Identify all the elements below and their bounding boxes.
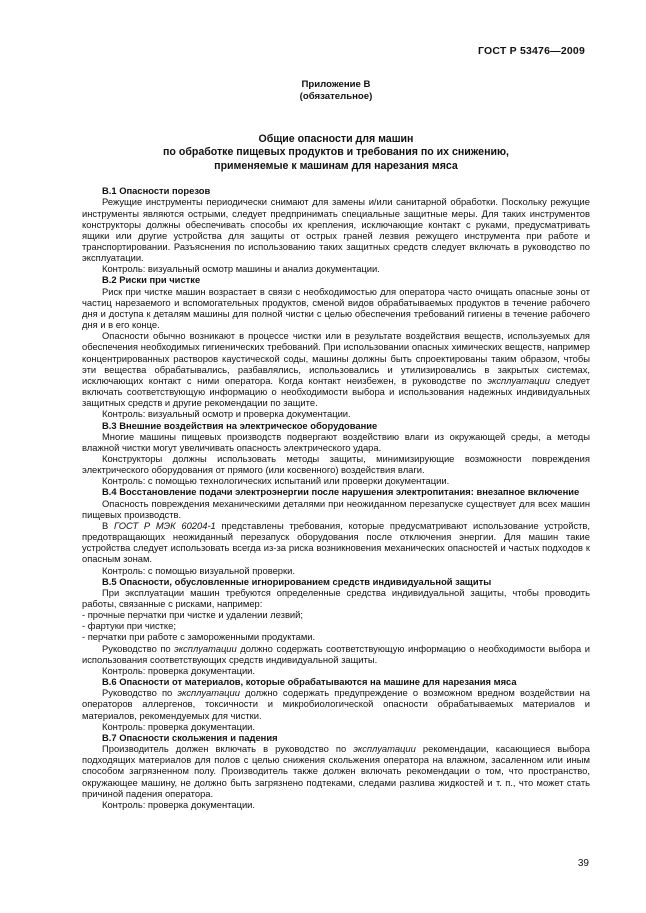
appendix-status: (обязательное)	[299, 90, 373, 102]
italic-standard-ref: ГОСТ Р МЭК 60204-1	[113, 519, 216, 531]
section-b3-heading: В.3 Внешние воздействия на электрическое оборудование	[102, 419, 378, 431]
section-b4-heading: В.4 Восстановление подачи электроэнергии после нарушения электропитания: внезапное включение	[102, 486, 580, 498]
list-item: - фартуки при чистке;	[82, 620, 176, 632]
section-b5-control: Контроль: проверка документации.	[102, 664, 256, 676]
text-run: представлены требования, которые предусматривают использование устройств, предотвращающих неожиданный перезапуск оборудования после отключения энергии. Для машин такие устройства следует использовать всегда из-за риска возникновения механических опасностей и частых подходов к опасным зонам.	[82, 519, 591, 565]
section-b6-control: Контроль: проверка документации.	[102, 720, 256, 732]
list-item: - прочные перчатки при чистке и удалении лезвий;	[82, 609, 304, 621]
list-item: - перчатки при работе с замороженными продуктами.	[82, 631, 316, 643]
section-b5-heading: В.5 Опасности, обусловленные игнорированием средств индивидуальной защиты	[102, 575, 492, 587]
italic-term: эксплуатации	[353, 743, 416, 755]
standard-header: ГОСТ Р 53476—2009	[477, 45, 585, 57]
section-b5-paragraph-1: При эксплуатации машин требуются определенные средства индивидуальной защиты, чтобы проводить работы, связанные с рисками, например:	[82, 586, 590, 609]
italic-term: эксплуатации	[177, 687, 240, 699]
section-b3-paragraph-1: Многие машины пищевых производств подвергают воздействию влаги из окружающей среды, а методы влажной чистки могут увеличивать опасность электрического удара.	[82, 430, 590, 453]
text-run: Руководство по	[102, 642, 175, 654]
section-b6-heading: В.6 Опасности от материалов, которые обрабатываются на машине для нарезания мяса	[102, 676, 517, 688]
section-b1-control: Контроль: визуальный осмотр машины и анализ документации.	[102, 263, 380, 275]
text-run: Опасности обычно возникают в процессе чистки или в результате воздействия веществ, используемых для обеспечения необходимых гигиенических требований. При использовании опасных химических веществ, например концентрированных растворов каустической соды, машины должны быть спроектированы таким образом, чтобы эти вещества обрабатывались, разбавлялись, использовались и утилизировались в закрытых системах, исключающих контакт с ними оператора. Когда контакт неизбежен, в руководстве по	[82, 330, 590, 386]
document-title	[82, 133, 590, 173]
section-b5-paragraph-2	[82, 643, 590, 665]
section-b3-control: Контроль: с помощью технологических испытаний или проверки документации.	[102, 475, 450, 487]
italic-term: эксплуатации	[174, 642, 237, 654]
section-b3-paragraph-2: Конструкторы должны использовать методы защиты, минимизирующие возможности повреждения электрического оборудования от прямого (или косвенного) воздействия влаги.	[82, 452, 590, 476]
text-run: должно содержать предупреждение о возможном вредном воздействии на операторов аллергенов, токсичности и микробиологической опасности обрабатываемых материалов и материалов, рекомендуемых для чистки.	[82, 687, 590, 721]
page-number: 39	[577, 858, 589, 869]
section-b2-paragraph-2	[82, 330, 590, 408]
title-line-3: применяемые к машинам для нарезания мяса	[214, 159, 458, 172]
section-b1-heading: В.1 Опасности порезов	[102, 185, 211, 197]
text-run: В	[102, 519, 114, 531]
section-b7-control: Контроль: проверка документации.	[102, 798, 256, 810]
section-b2-paragraph-1: Риск при чистке машин возрастает в связи с необходимостью для оператора часто очищать опасные зоны от частиц нарезаемого и вспомогательных продуктов, сменой видов обрабатываемых продуктов в течение рабочего дня и доступа к деталям машины для полной чистки с целью обеспечения требований гигиены в течение рабочего дня и в его конце.	[82, 285, 590, 331]
section-b2-heading: В.2 Риски при чистке	[102, 274, 201, 286]
appendix-heading	[82, 79, 590, 102]
text-run: следует включать соответствующую информацию о необходимости выбора и использования надежных индивидуальных защитных средств и другие рекомендации по защите.	[82, 374, 590, 409]
title-line-1: Общие опасности для машин	[258, 133, 414, 145]
section-b1-paragraph: Режущие инструменты периодически снимают для замены и/или санитарной обработки. Поскольку режущие инструменты являются острыми, следует предпринимать специальные защитные меры. Для таких инструментов конструкторы должны обеспечивать способы их крепления, исключающие контакт с руками, предусматривать ящики или другие устройства для защиты от острых граней лезвия режущего инструмента при работе и транспортировании. Разъяснения по использованию таких защитных средств следует включать в руководство по эксплуатации.	[82, 196, 590, 264]
italic-term: эксплуатации	[487, 374, 550, 386]
appendix-label: Приложение В	[301, 79, 371, 90]
section-b4-paragraph-2	[82, 520, 590, 565]
title-line-2: по обработке пищевых продуктов и требования по их снижению,	[163, 146, 509, 159]
section-b4-control: Контроль: с помощью визуальной проверки.	[102, 564, 295, 576]
section-b2-control: Контроль: визуальный осмотр и проверка документации.	[102, 408, 351, 420]
text-run: Руководство по	[102, 687, 178, 699]
section-b4-paragraph-1: Опасность повреждения механическими деталями при неожиданном перезапуске существует для всех машин пищевых производств.	[82, 497, 590, 520]
section-b7-heading: В.7 Опасности скольжения и падения	[102, 731, 278, 743]
section-b6-paragraph-1	[82, 687, 590, 720]
text-run: Производитель должен включать в руководство по	[102, 743, 354, 755]
text-run: рекомендации, касающиеся выбора подходящих материалов для полов с целью снижения скольжения оператора на влажном, засаленном или иным способом загрязненном полу. Производитель также должен включать рекомендации о том, что пространство, окружающее машину, не должно быть загрязнено подтеками, следами разлива жидкостей и т. п., что может стать причиной падения оператора.	[82, 743, 590, 799]
section-b7-paragraph-1	[82, 743, 590, 799]
text-run: должно содержать соответствующую информацию о необходимости выбора и использования соответствующих средств индивидуальной защиты.	[82, 642, 590, 665]
